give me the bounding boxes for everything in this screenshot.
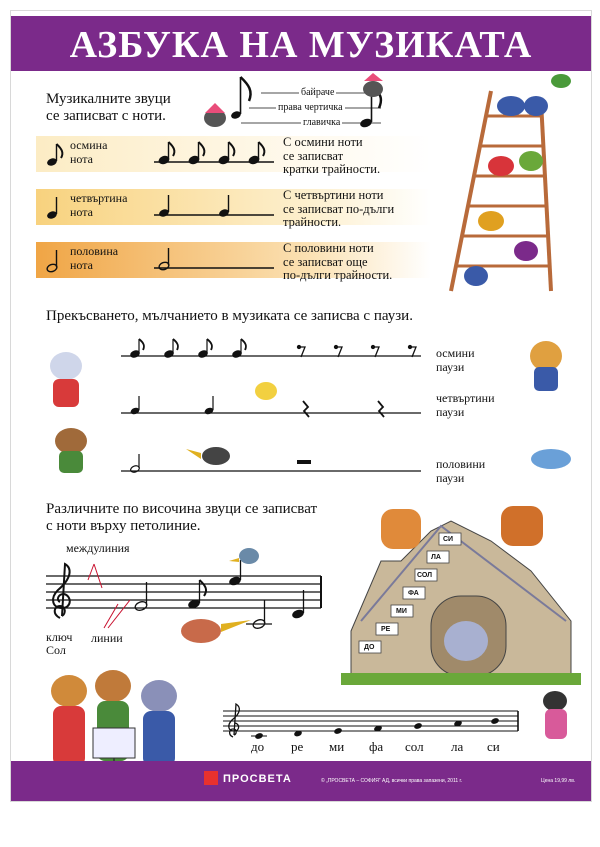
stair-mi: МИ bbox=[396, 608, 407, 615]
eighth-pause-label: осмини паузи bbox=[436, 346, 475, 374]
half-note-row: половина нота С половини ноти се записват още по-дълги трайности. bbox=[36, 242, 431, 278]
ladder-birds-illustration bbox=[431, 61, 581, 296]
dog-in-house-icon bbox=[444, 621, 488, 661]
crow-icon bbox=[202, 447, 230, 465]
eighth-note-row: осмина нота С осмини ноти се записват кратки трайности. bbox=[36, 136, 431, 172]
solfege-re: ре bbox=[291, 739, 304, 754]
price: Цена 19,99 лв. bbox=[541, 778, 576, 784]
cat-top-right-icon bbox=[501, 506, 543, 546]
crow-bottom-right-illustration bbox=[531, 681, 581, 751]
brown-bird-icon bbox=[181, 619, 221, 643]
treble-clef-icon bbox=[53, 564, 70, 618]
stair-sol: СОЛ bbox=[417, 572, 433, 579]
between-line-label: междулиния bbox=[66, 541, 130, 555]
copyright: © „ПРОСВЕТА – СОФИЯ“ АД, всички права запазени, 2011 г. bbox=[321, 778, 463, 784]
eighth-notes-staff bbox=[154, 136, 274, 172]
footer-band bbox=[11, 761, 591, 801]
intro-text: Музикалните звуци се записват с ноти. bbox=[46, 91, 171, 124]
stair-re: РЕ bbox=[381, 626, 391, 633]
chick-icon bbox=[255, 382, 277, 400]
cartoon-characters-pauses bbox=[31, 331, 591, 491]
solfege-do: до bbox=[251, 739, 265, 754]
bird-icon bbox=[497, 96, 525, 116]
fish-icon bbox=[531, 449, 571, 469]
stair-fa: ФА bbox=[408, 590, 419, 597]
squirrel-icon bbox=[530, 341, 562, 371]
solfege-si: си bbox=[487, 739, 500, 754]
small-bird-icon bbox=[239, 548, 259, 564]
poster bbox=[10, 10, 592, 802]
solfege-la: ла bbox=[451, 739, 464, 754]
quarter-pause-label: четвъртини паузи bbox=[436, 391, 495, 419]
stem-label: права чертичка bbox=[278, 102, 343, 113]
crow-right-icon bbox=[363, 81, 383, 97]
stairs-house-illustration bbox=[341, 501, 586, 691]
dog-icon bbox=[55, 428, 87, 454]
stair-si: СИ bbox=[443, 536, 454, 543]
solfege-fa: фа bbox=[369, 739, 384, 754]
half-note-staff bbox=[154, 242, 274, 278]
half-pause-label: половини паузи bbox=[436, 457, 486, 485]
quarter-note-row: четвъртина нота С четвъртини ноти се записват по-дълги трайности. bbox=[36, 189, 431, 225]
solfege-sol: сол bbox=[405, 739, 424, 754]
music-stand-icon bbox=[93, 728, 135, 758]
solfege-staff bbox=[223, 701, 523, 741]
cat-top-left-icon bbox=[381, 509, 421, 549]
stair-do: ДО bbox=[364, 644, 375, 651]
publisher-logo-icon bbox=[204, 771, 218, 785]
birds-staff-illustration bbox=[161, 536, 271, 661]
pauses-sentence: Прекъсването, мълчанието в музиката се записва с паузи. bbox=[46, 308, 413, 324]
lines-label: линии bbox=[91, 631, 123, 645]
quarter-notes-staff bbox=[154, 189, 274, 225]
flag-label: байраче bbox=[301, 87, 335, 98]
stair-la: ЛА bbox=[431, 554, 441, 561]
solfege-mi: ми bbox=[329, 739, 345, 754]
clef-label: ключ Сол bbox=[46, 630, 73, 657]
cat-icon bbox=[50, 352, 82, 380]
staff-sentence: Различните по височина звуци се записват с ноти върху петолиние. bbox=[46, 501, 318, 534]
page-title: АЗБУКА НА МУЗИКАТА bbox=[69, 24, 533, 66]
cat-icon bbox=[51, 675, 87, 707]
publisher-logo: ПРОСВЕТА bbox=[223, 773, 292, 785]
head-label: главичка bbox=[303, 117, 341, 128]
